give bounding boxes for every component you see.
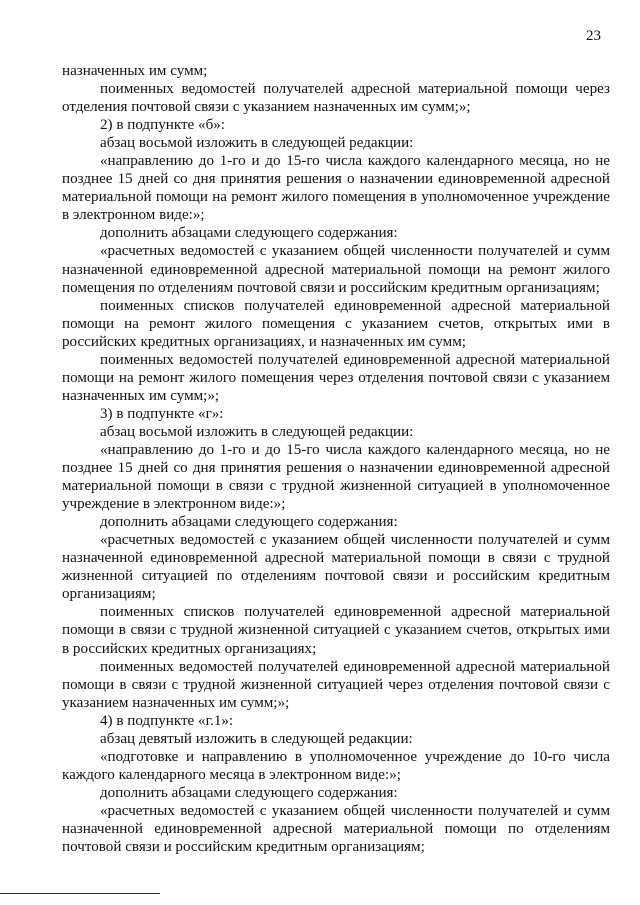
page-number: 23 <box>586 28 601 44</box>
paragraph: абзац девятый изложить в следующей редакции: <box>100 730 413 747</box>
paragraph: «направлению до 1-го и до 15-го числа каждого календарного месяца, но не позднее 15 дней со дня принятия решения о назначении единовременной адресной материальной помощи на ремонт жилого помещения в уполномоченное учреждение в электронном виде:»; <box>62 153 610 224</box>
document-body <box>62 62 610 856</box>
paragraph: поименных списков получателей единовременной адресной материальной помощи в связи с трудной жизненной ситуацией с указанием счетов, открытых ими в российских кредитных организациях; <box>62 604 610 657</box>
paragraph: 4) в подпункте «г.1»: <box>100 712 234 729</box>
paragraph: дополнить абзацами следующего содержания: <box>100 784 398 801</box>
paragraph: назначенных им сумм; <box>62 63 208 79</box>
paragraph: 2) в подпункте «б»: <box>100 117 225 134</box>
paragraph: абзац восьмой изложить в следующей редакции: <box>100 135 414 152</box>
paragraph: поименных ведомостей получателей адресной материальной помощи через отделения почтовой связи с указанием назначенных им сумм;»; <box>62 81 610 116</box>
paragraph: поименных ведомостей получателей единовременной адресной материальной помощи в связи с трудной жизненной ситуацией через отделения почтовой связи с указанием назначенных им сумм;»; <box>62 658 610 711</box>
paragraph: «направлению до 1-го и до 15-го числа каждого календарного месяца, но не позднее 15 дней со дня принятия решения о назначении единовременной адресной материальной помощи в связи с трудной жизненной ситуацией в уполномоченное учреждение в электронном виде:»; <box>62 441 610 513</box>
paragraph: 3) в подпункте «г»: <box>100 405 224 422</box>
paragraph: поименных списков получателей единовременной адресной материальной помощи на ремонт жилого помещения с указанием счетов, открытых ими в российских кредитных организациях, и назначенных им сумм; <box>62 297 610 350</box>
paragraph: дополнить абзацами следующего содержания: <box>100 225 398 242</box>
paragraph: «расчетных ведомостей с указанием общей численности получателей и сумм назначенной единовременной адресной материальной помощи в связи с трудной жизненной ситуацией по отделениям почтовой связи и российским кредитным организациям; <box>62 532 610 603</box>
paragraph: абзац восьмой изложить в следующей редакции: <box>100 423 414 440</box>
footer-rule <box>0 893 160 894</box>
paragraph: «подготовке и направлению в уполномоченное учреждение до 10-го числа каждого календарного месяца в электронном виде:»; <box>62 748 610 783</box>
paragraph: «расчетных ведомостей с указанием общей численности получателей и сумм назначенной единовременной адресной материальной помощи на ремонт жилого помещения по отделениям почтовой связи и российским кредитным организациям; <box>62 243 610 296</box>
paragraph: поименных ведомостей получателей единовременной адресной материальной помощи на ремонт жилого помещения через отделения почтовой связи с указанием назначенных им сумм;»; <box>62 351 610 404</box>
paragraph: дополнить абзацами следующего содержания: <box>100 514 398 531</box>
paragraph: «расчетных ведомостей с указанием общей численности получателей и сумм назначенной единовременной адресной материальной помощи по отделениям почтовой связи и российским кредитным организациям; <box>62 802 610 856</box>
